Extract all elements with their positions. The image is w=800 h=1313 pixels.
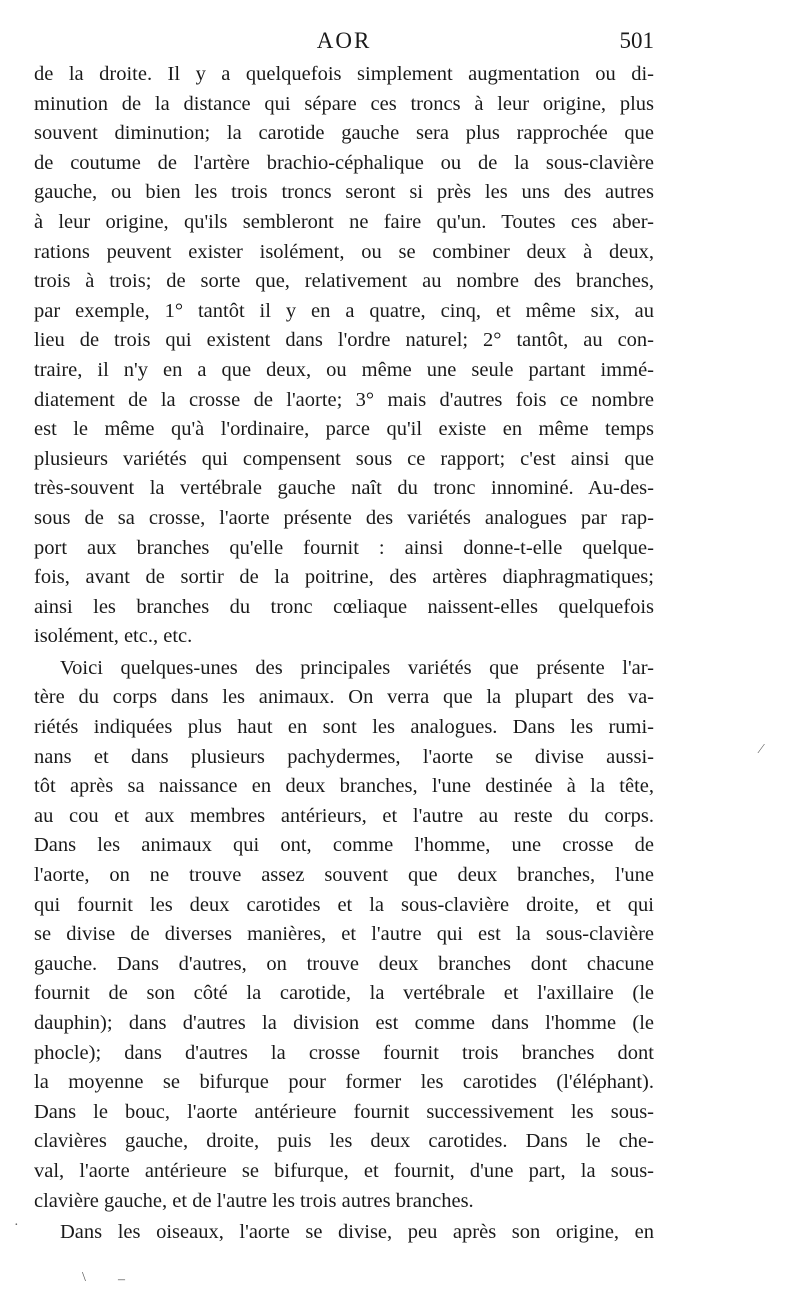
page-number: 501 xyxy=(619,28,654,53)
text-line: de la droite. Il y a quelquefois simplement augmentation ou di- xyxy=(34,63,654,85)
paragraph-1 xyxy=(34,60,654,652)
text-line: se divise de diverses manières, et l'autre qui est la sous-clavière xyxy=(34,923,654,946)
text-line: tère du corps dans les animaux. On verra que la plupart des va- xyxy=(34,686,654,709)
paragraph-2 xyxy=(34,654,654,1216)
text-line: gauche, ou bien les trois troncs seront si près les uns des autres xyxy=(34,181,654,204)
margin-speck: · xyxy=(14,1218,19,1233)
text-line: qui fournit les deux carotides et la sous-clavière droite, et qui xyxy=(34,893,654,916)
text-line: clavière gauche, et de l'autre les trois autres branches. xyxy=(34,1189,474,1212)
text-line: de coutume de l'artère brachio-céphalique ou de la sous-clavière xyxy=(34,151,654,174)
text-line: trois à trois; de sorte que, relativement au nombre des branches, xyxy=(34,270,654,293)
text-line: à leur origine, qu'ils sembleront ne faire qu'un. Toutes ces aber- xyxy=(34,210,654,233)
margin-speck: – xyxy=(118,1272,125,1287)
text-line: l'aorte, on ne trouve assez souvent que deux branches, l'une xyxy=(34,864,654,887)
text-line: nans et dans plusieurs pachydermes, l'aorte se divise aussi- xyxy=(34,745,654,768)
text-line: Dans les animaux qui ont, comme l'homme, une crosse de xyxy=(34,834,654,857)
text-line: Dans les oiseaux, l'aorte se divise, peu après son origine, en xyxy=(60,1221,654,1244)
text-line: phocle); dans d'autres la crosse fournit trois branches dont xyxy=(34,1041,654,1064)
text-line: très-souvent la vertébrale gauche naît du tronc innominé. Au-des- xyxy=(34,477,654,500)
text-line: Voici quelques-unes des principales variétés que présente l'ar- xyxy=(60,656,654,679)
text-line: est le même qu'à l'ordinaire, parce qu'il existe en même temps xyxy=(34,418,654,441)
body-text xyxy=(34,60,654,1248)
text-line: souvent diminution; la carotide gauche sera plus rapprochée que xyxy=(34,122,654,145)
text-line: lieu de trois qui existent dans l'ordre naturel; 2° tantôt, au con- xyxy=(34,329,654,352)
text-line: ainsi les branches du tronc cœliaque naissent-elles quelquefois xyxy=(34,595,654,618)
text-line: au cou et aux membres antérieurs, et l'autre au reste du corps. xyxy=(34,804,654,827)
text-line: gauche. Dans d'autres, on trouve deux branches dont chacune xyxy=(34,952,654,975)
text-line: par exemple, 1° tantôt il y en a quatre, cinq, et même six, au xyxy=(34,299,654,322)
text-line: clavières gauche, droite, puis les deux carotides. Dans le che- xyxy=(34,1130,654,1153)
text-line: Dans le bouc, l'aorte antérieure fournit successivement les sous- xyxy=(34,1100,654,1123)
running-title: AOR xyxy=(316,28,372,53)
text-line: riétés indiquées plus haut en sont les analogues. Dans les rumi- xyxy=(34,716,654,739)
text-line: fournit de son côté la carotide, la vertébrale et l'axillaire (le xyxy=(34,982,654,1005)
paragraph-3 xyxy=(34,1218,654,1248)
text-line: rations peuvent exister isolément, ou se combiner deux à deux, xyxy=(34,240,654,263)
margin-speck: ⁄ xyxy=(760,742,763,757)
text-line: la moyenne se bifurque pour former les carotides (l'éléphant). xyxy=(34,1071,654,1094)
text-line: plusieurs variétés qui compensent sous ce rapport; c'est ainsi que xyxy=(34,447,654,470)
text-line: fois, avant de sortir de la poitrine, des artères diaphragmatiques; xyxy=(34,566,654,589)
text-line: sous de sa crosse, l'aorte présente des variétés analogues par rap- xyxy=(34,506,654,529)
text-line: tôt après sa naissance en deux branches, l'une destinée à la tête, xyxy=(34,775,654,798)
text-line: port aux branches qu'elle fournit : ainsi donne-t-elle quelque- xyxy=(34,536,654,559)
text-line: val, l'aorte antérieure se bifurque, et fournit, d'une part, la sous- xyxy=(34,1159,654,1182)
text-line: traire, il n'y en a que deux, ou même une seule partant immé- xyxy=(34,358,654,381)
running-head xyxy=(34,28,654,58)
margin-speck: \ xyxy=(82,1270,86,1285)
text-line: diatement de la crosse de l'aorte; 3° mais d'autres fois ce nombre xyxy=(34,388,654,411)
text-line: isolément, etc., etc. xyxy=(34,625,193,648)
text-line: minution de la distance qui sépare ces troncs à leur origine, plus xyxy=(34,92,654,115)
text-line: dauphin); dans d'autres la division est comme dans l'homme (le xyxy=(34,1012,654,1034)
